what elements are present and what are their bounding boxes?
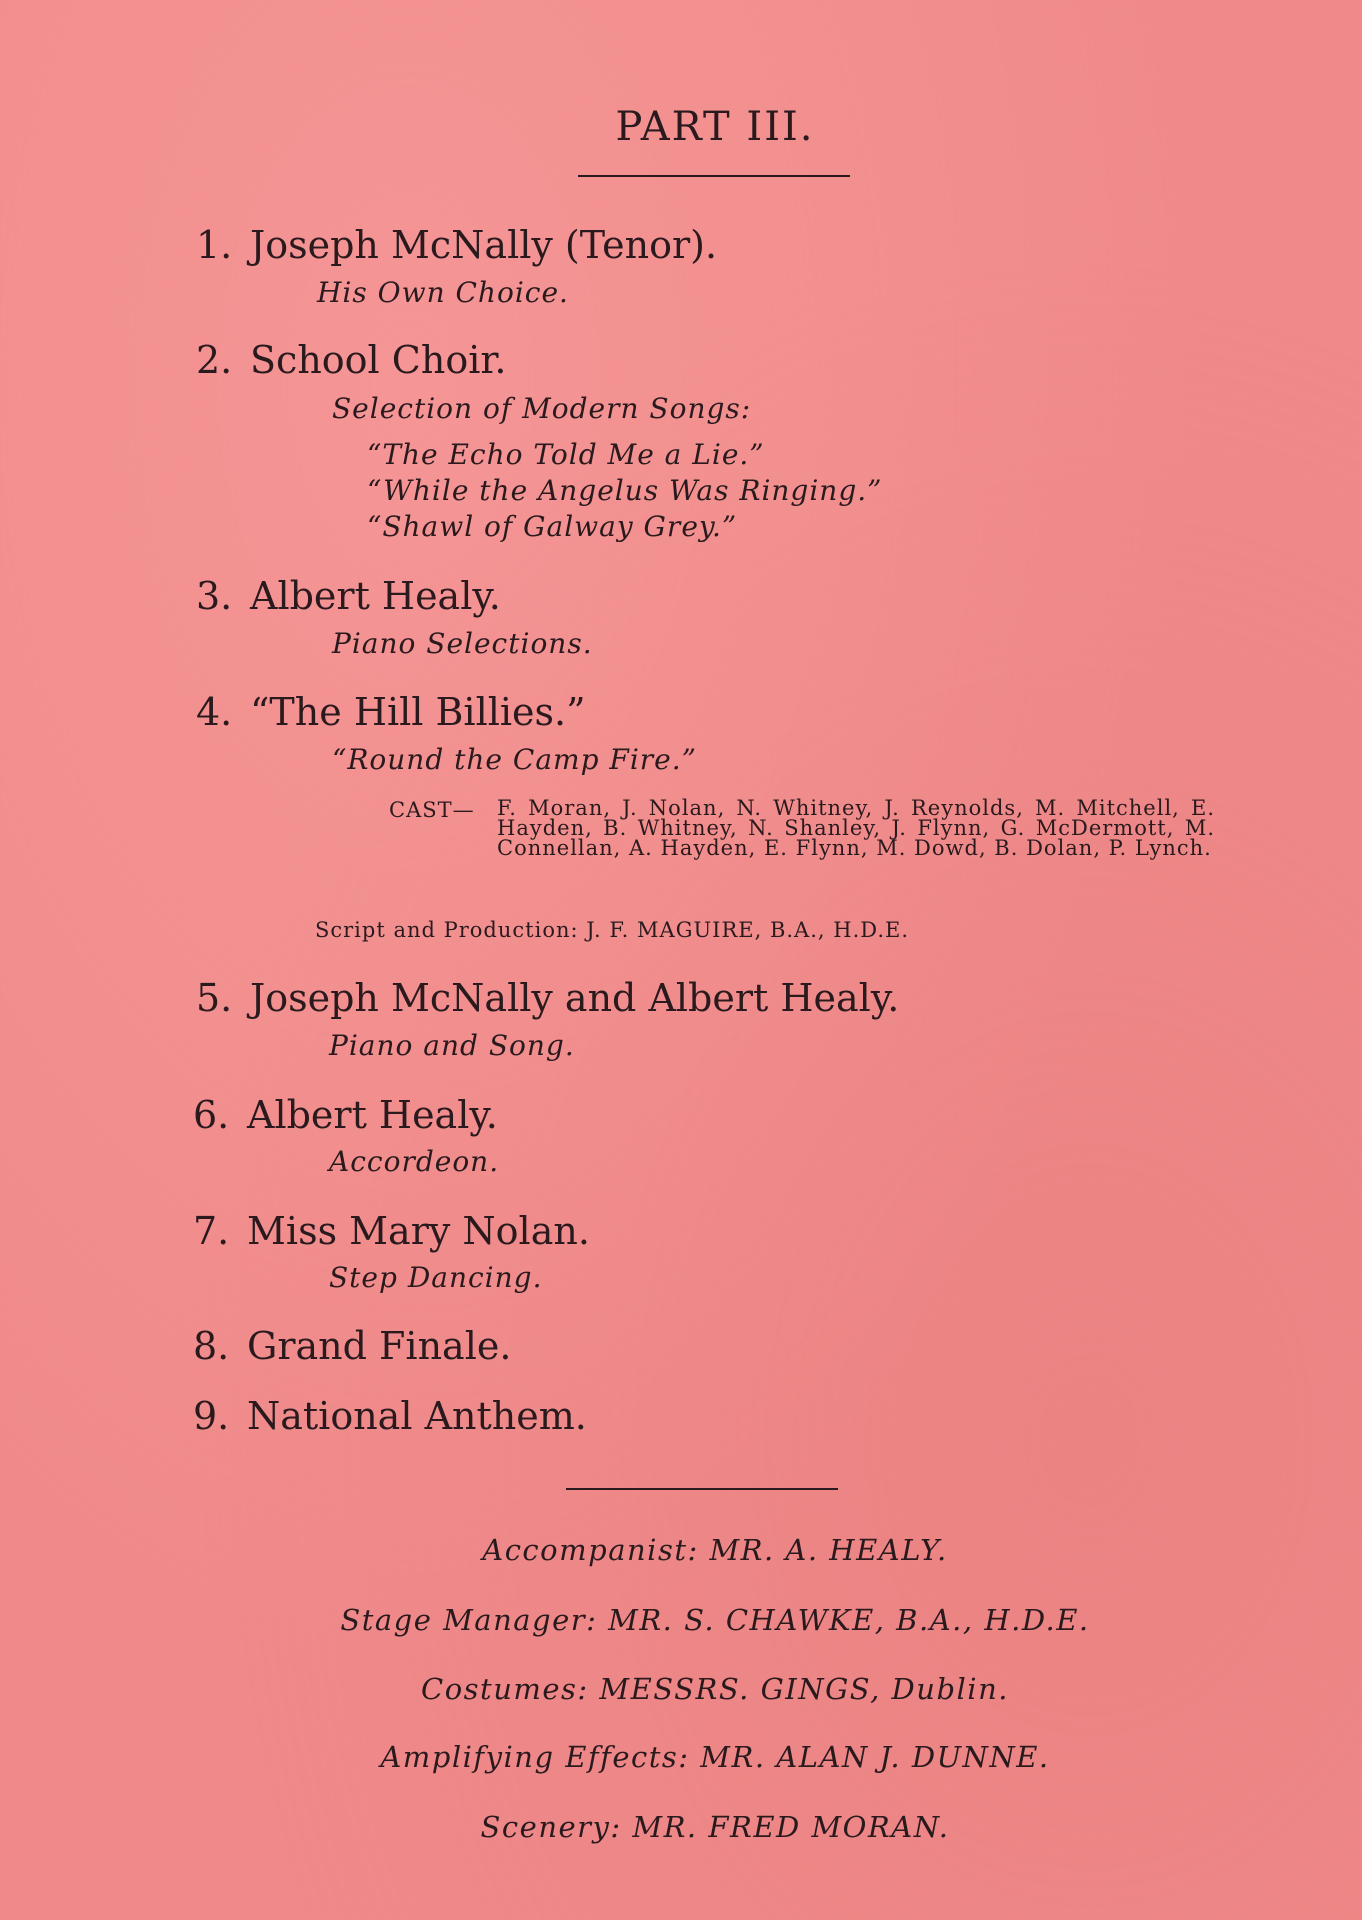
item-title: National Anthem. xyxy=(247,1394,587,1438)
item-title: Joseph McNally (Tenor). xyxy=(250,223,718,267)
song-title: “While the Angelus Was Ringing.” xyxy=(367,474,883,507)
item-number: 1. xyxy=(196,223,233,267)
item-number: 3. xyxy=(196,574,233,618)
song-title: “Shawl of Galway Grey.” xyxy=(367,510,738,543)
programme-item-8 xyxy=(193,1324,511,1368)
item-number: 5. xyxy=(196,976,233,1020)
item-title: Joseph McNally and Albert Healy. xyxy=(250,976,900,1020)
credit-scenery: Scenery: MR. FRED MORAN. xyxy=(480,1810,950,1844)
page-title: PART III. xyxy=(615,104,815,150)
item-number: 4. xyxy=(196,690,233,734)
programme-item-1 xyxy=(196,223,717,267)
item-number: 7. xyxy=(193,1209,230,1253)
credit-accompanist: Accompanist: MR. A. HEALY. xyxy=(482,1533,948,1567)
item-title: “The Hill Billies.” xyxy=(250,690,586,734)
programme-item-3 xyxy=(196,574,501,618)
programme-item-4 xyxy=(196,690,586,734)
programme-item-2 xyxy=(196,338,506,382)
item-subtitle: Selection of Modern Songs: xyxy=(332,392,752,425)
credit-costumes: Costumes: MESSRS. GINGS, Dublin. xyxy=(421,1672,1009,1706)
item-title: Miss Mary Nolan. xyxy=(247,1209,590,1253)
item-title: School Choir. xyxy=(250,338,507,382)
item-title: Albert Healy. xyxy=(247,1093,498,1137)
programme-item-5 xyxy=(196,976,899,1020)
cast-list: F. Moran, J. Nolan, N. Whitney, J. Reynolds, M. Mitchell, E. Hayden, B. Whitney, N. Shanley, J. Flynn, G. McDermott, M. Connellan, A. Hayden, E. Flynn, M. Dowd, B. Dolan, P. Lynch. xyxy=(497,796,1215,860)
item-number: 2. xyxy=(196,338,233,382)
cast-label: CAST— xyxy=(389,798,475,822)
item-subtitle: His Own Choice. xyxy=(317,276,569,309)
script-credit: Script and Production: J. F. MAGUIRE, B.A., H.D.E. xyxy=(315,918,910,942)
item-number: 6. xyxy=(193,1093,230,1137)
credits-divider xyxy=(566,1488,838,1490)
item-number: 9. xyxy=(193,1394,230,1438)
title-underline xyxy=(578,175,850,177)
credit-stage-manager: Stage Manager: MR. S. CHAWKE, B.A., H.D.E. xyxy=(340,1603,1090,1637)
programme-item-6 xyxy=(193,1093,498,1137)
programme-item-9 xyxy=(193,1394,587,1438)
item-title: Albert Healy. xyxy=(250,574,501,618)
item-subtitle: Accordeon. xyxy=(329,1145,500,1178)
credit-amplifying-effects: Amplifying Effects: MR. ALAN J. DUNNE. xyxy=(380,1740,1050,1774)
song-title: “The Echo Told Me a Lie.” xyxy=(367,438,765,471)
item-subtitle: Piano and Song. xyxy=(329,1029,575,1062)
item-subtitle: “Round the Camp Fire.” xyxy=(332,743,697,776)
programme-item-7 xyxy=(193,1209,590,1253)
item-subtitle: Piano Selections. xyxy=(332,627,593,660)
item-number: 8. xyxy=(193,1324,230,1368)
item-subtitle: Step Dancing. xyxy=(329,1261,543,1294)
item-title: Grand Finale. xyxy=(247,1324,512,1368)
